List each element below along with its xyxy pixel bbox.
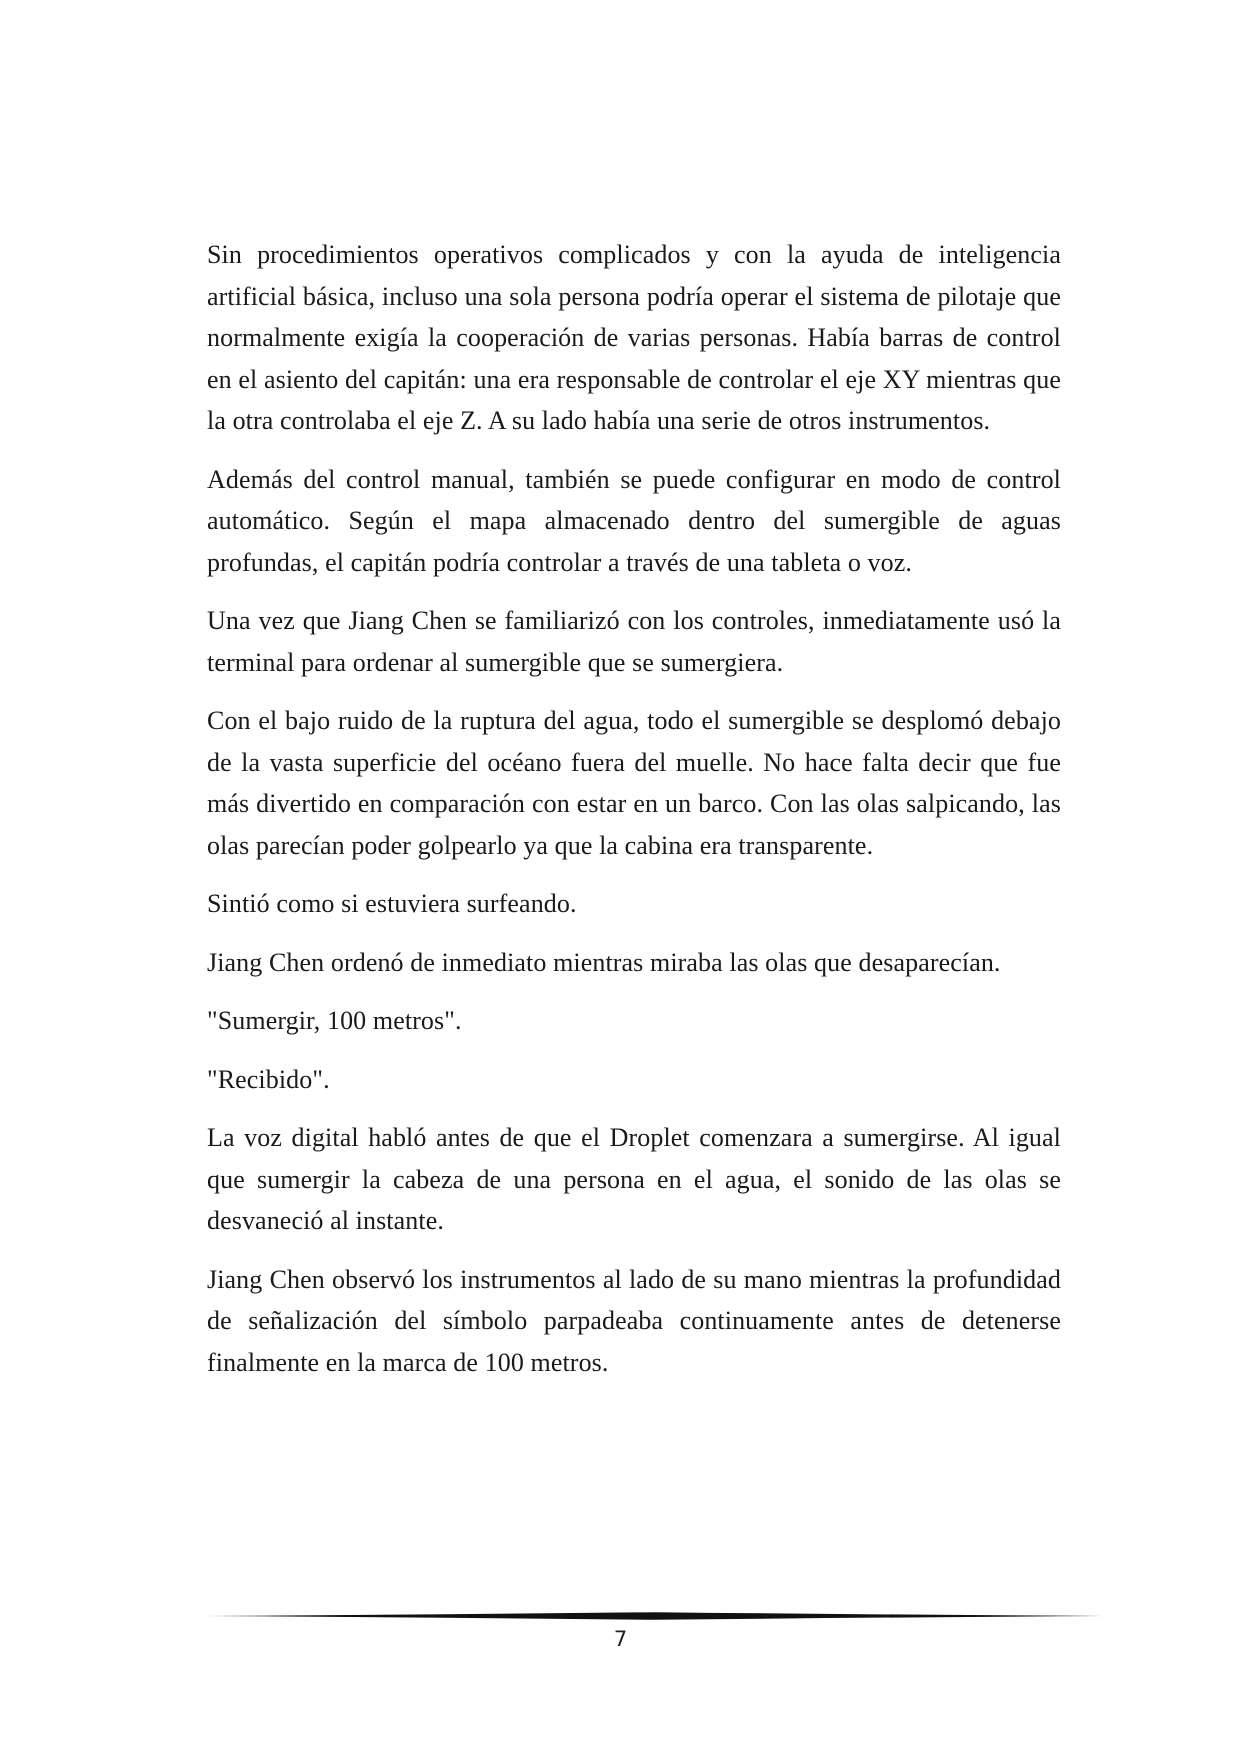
footer-divider xyxy=(207,1610,1103,1622)
paragraph: Además del control manual, también se puede configurar en modo de control automático. Según el mapa almacenado dentro del sumergible de aguas profundas, el capitán podría controlar a través de una tableta o voz. xyxy=(207,464,1061,577)
paragraph: Con el bajo ruido de la ruptura del agua, todo el sumergible se desplomó debajo de la vasta superficie del océano fuera del muelle. No hace falta decir que fue más divertido en comparación con estar en un barco. Con las olas salpicando, las olas parecían poder golpearlo ya que la cabina era transparente. xyxy=(207,706,1061,860)
paragraph: La voz digital habló antes de que el Droplet comenzara a sumergirse. Al igual que sumergir la cabeza de una persona en el agua, el sonido de las olas se desvaneció al instante. xyxy=(207,1123,1061,1235)
body-text xyxy=(207,234,1061,1400)
paragraph: Jiang Chen ordenó de inmediato mientras miraba las olas que desaparecían. xyxy=(207,947,1001,977)
paragraph: "Sumergir, 100 metros". xyxy=(207,1006,462,1035)
paragraph: "Recibido". xyxy=(207,1064,330,1094)
paragraph: Una vez que Jiang Chen se familiarizó con los controles, inmediatamente usó la terminal para ordenar al sumergible que se sumergiera. xyxy=(207,606,1061,677)
paragraph: Jiang Chen observó los instrumentos al lado de su mano mientras la profundidad de señalización del símbolo parpadeaba continuamente antes de detenerse finalmente en la marca de 100 metros. xyxy=(207,1264,1061,1377)
paragraph: Sin procedimientos operativos complicados y con la ayuda de inteligencia artificial básica, incluso una sola persona podría operar el sistema de pilotaje que normalmente exigía la cooperación de varias personas. Había barras de control en el asiento del capitán: una era responsable de controlar el eje XY mientras que la otra controlaba el eje Z. A su lado había una serie de otros instrumentos. xyxy=(207,240,1061,435)
paragraph: Sintió como si estuviera surfeando. xyxy=(207,889,577,918)
page-number: 7 xyxy=(613,1627,628,1651)
